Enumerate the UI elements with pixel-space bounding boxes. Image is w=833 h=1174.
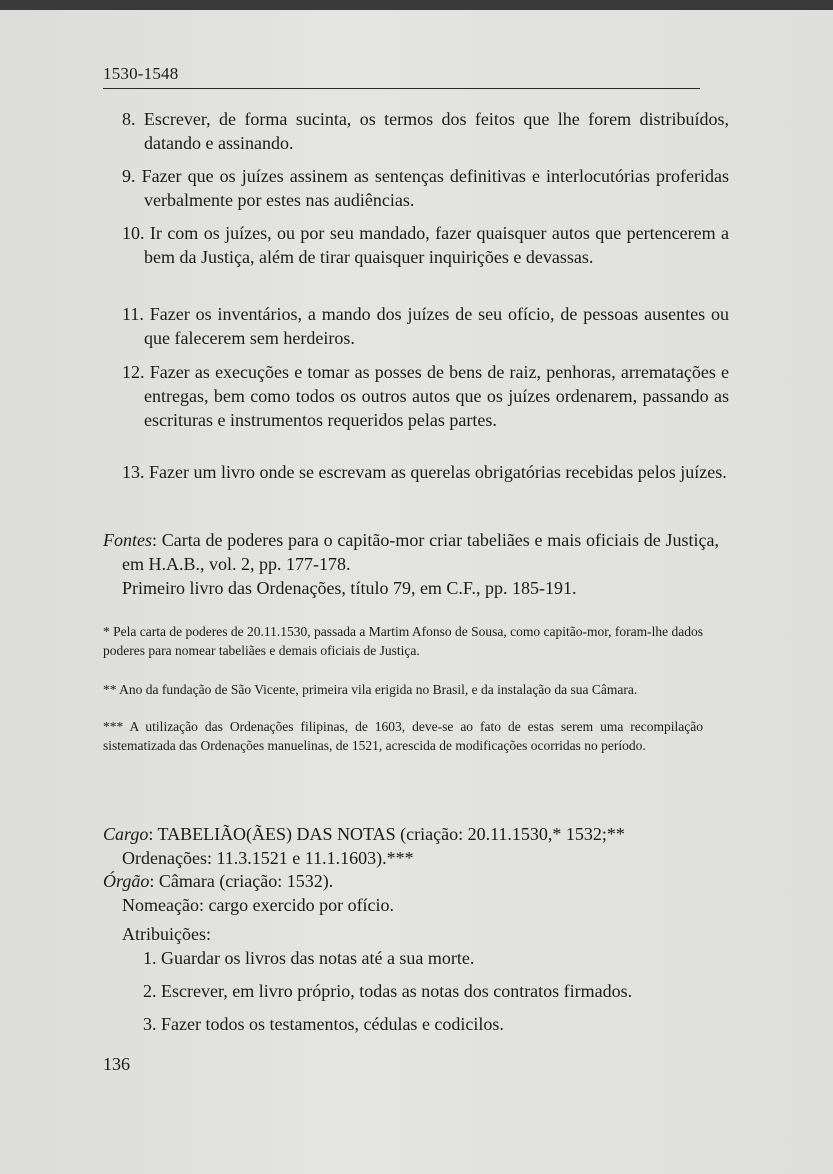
- item-number: 9.: [122, 166, 136, 186]
- cargo-label: Cargo: [103, 824, 149, 844]
- sources-label: Fontes: [103, 530, 152, 550]
- list-item: [122, 360, 729, 432]
- cargo-line-2: Ordenações: 11.3.1521 e 11.1.1603).***: [122, 848, 414, 868]
- item-number: 12.: [122, 362, 145, 382]
- footnote-text: A utilização das Ordenações filipinas, de 1603, deve-se ao fato de estas serem uma recompilação sistematizada das Ordenações manuelinas, de 1521, acrescida de modificações ocorridas no período.: [103, 719, 703, 753]
- item-text: Fazer os inventários, a mando dos juízes de seu ofício, de pessoas ausentes ou que falecerem sem herdeiros.: [144, 304, 730, 348]
- item-text: Ir com os juízes, ou por seu mandado, fazer quaisquer autos que pertencerem a bem da Justiça, além de tirar quaisquer inquirições e devassas.: [144, 223, 730, 267]
- footnote-mark: **: [103, 682, 117, 697]
- list-item: [122, 107, 729, 155]
- sources-text: : Carta de poderes para o capitão-mor criar tabeliães e mais oficiais de Justiça, em H.A.B., vol. 2, pp. 177-178.: [122, 530, 719, 574]
- item-text: Escrever, de forma sucinta, os termos dos feitos que lhe forem distribuídos, datando e assinando.: [143, 109, 729, 153]
- item-text: Fazer as execuções e tomar as posses de bens de raiz, penhoras, arrematações e entregas, bem como todos os outros autos que os juízes ordenarem, passando as escrituras e instrumentos requeridos pelas partes.: [144, 362, 730, 430]
- sources-paragraph: [103, 528, 719, 576]
- list-item: [122, 302, 729, 350]
- list-item: [122, 460, 729, 484]
- item-number: 13.: [122, 462, 145, 482]
- footnote-text: Ano da fundação de São Vicente, primeira vila erigida no Brasil, e da instalação da sua Câmara.: [119, 682, 638, 697]
- sources-line-2: Primeiro livro das Ordenações, título 79, em C.F., pp. 185-191.: [122, 578, 577, 598]
- footnote: [103, 622, 703, 660]
- header-rule: [103, 88, 700, 89]
- footnote-text: Pela carta de poderes de 20.11.1530, passada a Martim Afonso de Sousa, como capitão-mor, foram-lhe dados poderes para nomear tabeliães e demais oficiais de Justiça.: [103, 624, 704, 658]
- cargo-text: : TABELIÃO(ÃES) DAS NOTAS (criação: 20.11.1530,* 1532;**: [148, 824, 625, 844]
- footnote-mark: *: [103, 624, 110, 639]
- list-item: [122, 221, 729, 269]
- footnote-mark: ***: [103, 719, 124, 734]
- orgao-text: : Câmara (criação: 1532).: [149, 871, 334, 891]
- item-number: 10.: [122, 223, 145, 243]
- item-number: 8.: [122, 109, 136, 129]
- item-text: Fazer um livro onde se escrevam as querelas obrigatórias recebidas pelos juízes.: [149, 462, 727, 482]
- footnote: [103, 717, 703, 755]
- item-text: Fazer que os juízes assinem as sentenças definitivas e interlocutórias proferidas verbalmente por estes nas audiências.: [141, 166, 729, 210]
- atribuicoes-heading: Atribuições:: [122, 924, 211, 944]
- item-number: 11.: [122, 304, 144, 324]
- orgao-label: Órgão: [103, 871, 150, 891]
- footnote: [103, 680, 703, 699]
- attribution-item: 1. Guardar os livros das notas até a sua morte.: [143, 948, 475, 968]
- cargo-line: [103, 822, 625, 846]
- nomeacao-line: Nomeação: cargo exercido por ofício.: [122, 895, 395, 915]
- running-header: 1530-1548: [103, 64, 179, 83]
- attribution-item: 2. Escrever, em livro próprio, todas as notas dos contratos firmados.: [143, 981, 633, 1001]
- list-item: [122, 164, 729, 212]
- orgao-line: [103, 869, 333, 893]
- attribution-item: 3. Fazer todos os testamentos, cédulas e codicilos.: [143, 1014, 504, 1034]
- page-number: 136: [103, 1054, 130, 1074]
